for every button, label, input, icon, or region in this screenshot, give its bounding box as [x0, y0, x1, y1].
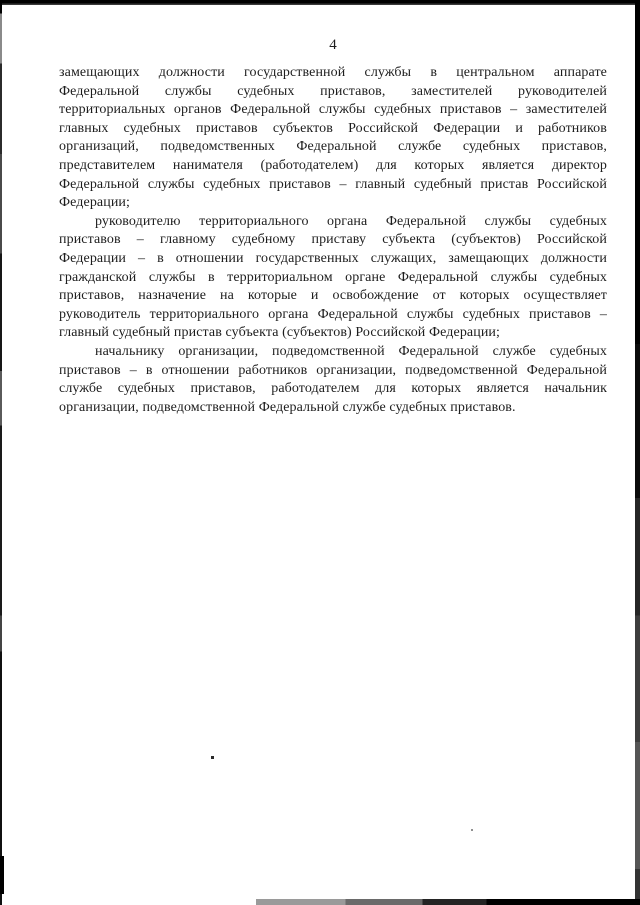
- text-line: руководитель территориального органа Федеральной службы судебных приставов –: [59, 306, 607, 322]
- scan-edge-bottom: [0, 899, 640, 905]
- scan-edge-top: [0, 0, 640, 5]
- paragraph: [59, 213, 607, 343]
- text-line: гражданской службы в территориальном органе Федеральной службы судебных: [59, 269, 607, 285]
- scan-edge-left-bottom: [0, 856, 4, 894]
- text-line: представителем нанимателя (работодателем) для которых является директор: [59, 157, 607, 173]
- text-line: замещающих должности государственной службы в центральном аппарате: [59, 65, 607, 80]
- text-line: Федеральной службы судебных приставов – главный судебный пристав Российской: [59, 176, 607, 192]
- text-line: службе судебных приставов, работодателем для которых является начальник: [59, 381, 607, 397]
- scan-speck: [211, 756, 214, 759]
- text-line: организации, подведомственной Федеральной службе судебных приставов.: [59, 399, 516, 415]
- text-line: Федеральной службы судебных приставов, заместителей руководителей: [59, 83, 607, 99]
- document-text: [59, 64, 607, 417]
- paragraph: [59, 64, 607, 213]
- text-line: руководителю территориального органа Федеральной службы судебных: [95, 213, 607, 229]
- scan-edge-left: [0, 0, 2, 905]
- text-line: приставов – главному судебному приставу субъекта (субъектов) Российской: [59, 232, 607, 248]
- scan-edge-right: [635, 0, 640, 905]
- text-line: Федерации – в отношении государственных служащих, замещающих должности: [59, 250, 607, 266]
- text-line: главный судебный пристав субъекта (субъектов) Российской Федерации;: [59, 325, 500, 341]
- paragraph: [59, 343, 607, 417]
- text-line: территориальных органов Федеральной службы судебных приставов – заместителей: [59, 102, 607, 118]
- text-line: приставов, назначение на которые и освобождение от которых осуществляет: [59, 288, 607, 304]
- text-line: Федерации;: [59, 195, 131, 211]
- page-number: 4: [329, 37, 337, 53]
- text-line: главных судебных приставов субъектов Российской Федерации и работников: [59, 120, 607, 136]
- text-line: приставов – в отношении работников организации, подведомственной Федеральной: [59, 362, 607, 378]
- text-line: организаций, подведомственных Федеральной службе судебных приставов,: [59, 139, 607, 155]
- scan-speck: [471, 829, 473, 831]
- text-line: начальнику организации, подведомственной Федеральной службе судебных: [95, 343, 607, 359]
